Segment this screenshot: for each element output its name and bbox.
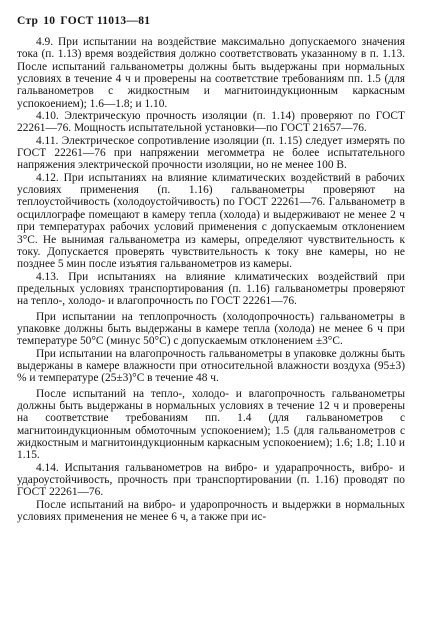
paragraph-after-tests: После испытаний на тепло-, холодо- и влагопрочность гальванометры должны быть выдержаны в нормальных условиях в течение 12 ч и проверены на соответствие требованиям пп. 1.4 (для гальванометров с магнитоиндукционным обмоточным успокоением); 1.5 (для гальванометров с жидкостным и магнитоиндукционным каркасным успокоением); 1.6; 1.8; 1.10 и 1.15. (17, 387, 405, 462)
paragraph-4-11: 4.11. Электрическое сопротивление изоляции (п. 1.15) следует измерять по ГОСТ 22261—76 при напряжении мегомметра не более испытательного напряжения электрической прочности изоляции, но не менее 100 В. (17, 134, 405, 172)
paragraph-after-vibration: После испытаний на вибро- и ударопрочность и выдержки в нормальных условиях применения не менее 6 ч, а также при ис- (17, 498, 405, 524)
paragraph-moisture-resistance: При испытании на влагопрочность гальванометры в упаковке должны быть выдержаны в камере влажности при относительной влажности воздуха (95±3) % и температуре (25±3)°С в течение 48 ч. (17, 347, 405, 385)
page-number: 10 (43, 15, 56, 27)
document-body (17, 36, 405, 523)
paragraph-4-9: 4.9. При испытании на воздействие максимально допускаемого значения тока (п. 1.13) время воздействия должно соответствовать указанному в п. 1.13. После испытаний гальванометры должны быть выдержаны при нормальных условиях в течение 4 ч и проверены на соответствие требованиям пп. 1.5 (для гальванометров с жидкостным и магнитоиндукционным каркасным успокоением); 1.6—1.8; и 1.10. (17, 36, 405, 110)
paragraph-heat-resistance: При испытании на теплопрочность (холодопрочность) гальванометры в упаковке должны быть выдержаны в камере тепла (холода) не менее 6 ч при температуре 50°С (минус 50°С) с допускаемым отклонением ±3°С. (17, 310, 405, 348)
page-header (17, 15, 150, 27)
paragraph-4-10: 4.10. Электрическую прочность изоляции (п. 1.14) проверяют по ГОСТ 22261—76. Мощность испытательной установки—по ГОСТ 21657—76. (17, 110, 405, 135)
standard-designation: ГОСТ 11013—81 (60, 15, 151, 27)
paragraph-4-13: 4.13. При испытаниях на влияние климатических воздействий при предельных условиях транспортирования (п. 1.16) гальванометры проверяют на тепло-, холодо- и влагопрочность по ГОСТ 22261—76. (17, 270, 405, 308)
paragraph-4-14: 4.14. Испытания гальванометров на вибро- и ударапрочность, вибро- и удароустойчивость, прочность при транспортировании (п. 1.16) проводят по ГОСТ 22261—76. (17, 461, 405, 499)
paragraph-4-12: 4.12. При испытаниях на влияние климатических воздействий в рабочих условиях применения (п. 1.16) гальванометры проверяют на теплоустойчивость (холодоустойчивость) по ГОСТ 22261—76. Гальванометр в осциллографе помещают в камеру тепла (холода) и выдерживают не менее 2 ч при температурах рабочих условий применения с допускаемым отклонением 3°С. Не вынимая гальванометра из камеры, определяют чувствительность к току. Допускается проверять чувствительность к току вне камеры, но не позднее 5 мин после изъятия гальванометров из камеры. (17, 171, 405, 271)
page-prefix: Стр (17, 15, 39, 27)
